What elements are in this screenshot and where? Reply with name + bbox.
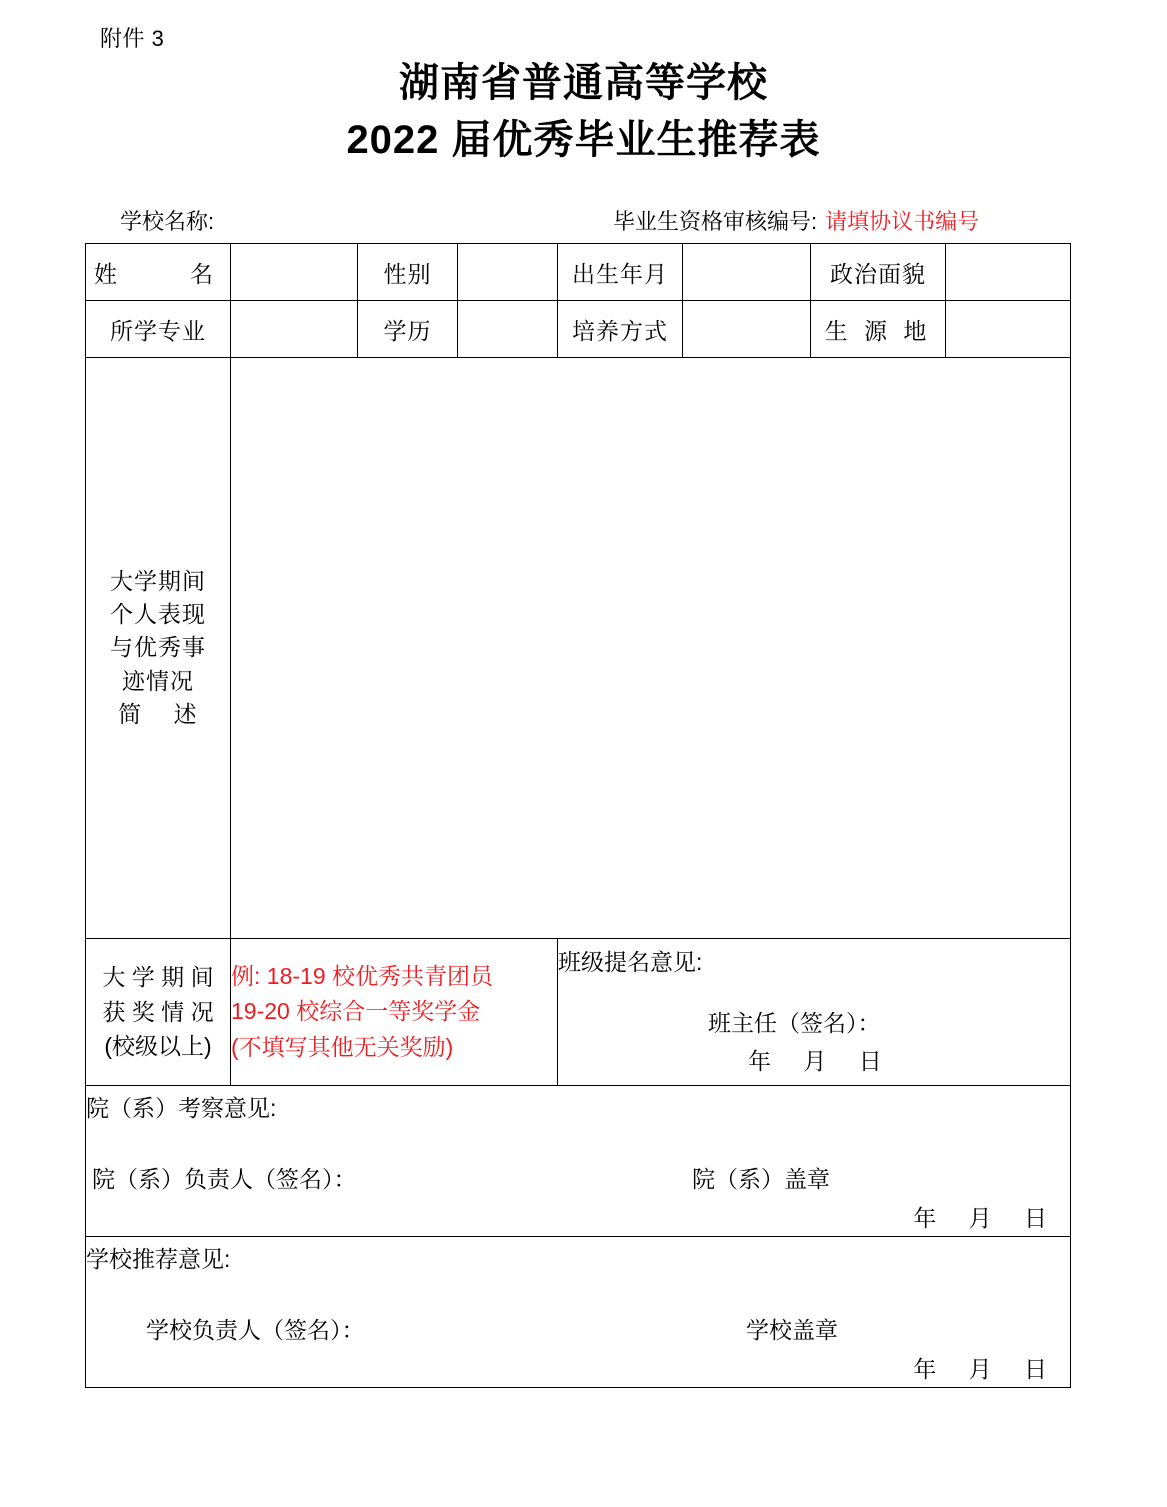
audit-number-value: 请填协议书编号 — [825, 209, 980, 234]
label-origin: 生 源 地 — [811, 301, 946, 358]
label-performance — [86, 358, 231, 939]
awards-example-line: 19-20 校综合一等奖学金 — [231, 998, 481, 1025]
table-row — [86, 244, 1071, 301]
field-name[interactable] — [231, 244, 358, 301]
label-performance-line: 简 述 — [118, 701, 198, 728]
audit-number-label: 毕业生资格审核编号: — [613, 209, 818, 234]
label-birth: 出生年月 — [558, 244, 683, 301]
school-opinion-date[interactable]: 年 月 日 — [913, 1355, 1048, 1382]
awards-example-line: 例: 18-19 校优秀共青团员 — [231, 962, 493, 989]
school-opinion[interactable] — [86, 1237, 1071, 1388]
awards-example-line: (不填写其他无关奖励) — [231, 1033, 454, 1060]
title-line-2: 2022 届优秀毕业生推荐表 — [346, 117, 821, 162]
table-row-performance — [86, 358, 1071, 939]
table-row-awards — [86, 939, 1071, 1086]
field-awards-example[interactable] — [231, 939, 558, 1086]
label-political-status: 政治面貌 — [811, 244, 946, 301]
field-gender[interactable] — [458, 244, 558, 301]
attachment-label: 附件 3 — [100, 26, 165, 51]
field-major[interactable] — [231, 301, 358, 358]
document-title — [0, 55, 1167, 169]
label-name: 姓 名 — [86, 244, 231, 301]
department-signature-row — [86, 1161, 1070, 1194]
class-opinion-date[interactable]: 年 月 日 — [748, 1048, 883, 1075]
school-opinion-title: 学校推荐意见: — [86, 1245, 231, 1272]
department-stamp-label: 院（系）盖章 — [692, 1165, 830, 1192]
label-awards-line: 大 学 期 间 — [102, 964, 214, 991]
label-performance-line: 迹情况 — [122, 667, 194, 694]
field-education[interactable] — [458, 301, 558, 358]
label-awards — [86, 939, 231, 1086]
department-opinion-title: 院（系）考察意见: — [86, 1094, 277, 1121]
table-row-school — [86, 1237, 1071, 1388]
class-teacher-signature[interactable]: 班主任（签名）： — [708, 1009, 881, 1036]
department-opinion-date[interactable]: 年 月 日 — [913, 1204, 1048, 1231]
label-training-mode: 培养方式 — [558, 301, 683, 358]
field-birth[interactable] — [683, 244, 811, 301]
department-opinion[interactable] — [86, 1086, 1071, 1237]
label-performance-line: 与优秀事 — [110, 634, 206, 661]
meta-row — [85, 205, 1070, 237]
class-opinion-title: 班级提名意见: — [558, 949, 703, 976]
department-head-signature[interactable]: 院（系）负责人（签名）： — [92, 1165, 357, 1192]
field-training-mode[interactable] — [683, 301, 811, 358]
audit-number — [613, 205, 979, 236]
field-performance[interactable] — [231, 358, 1071, 939]
label-performance-line: 大学期间 — [110, 567, 206, 594]
field-origin[interactable] — [946, 301, 1071, 358]
label-awards-line: 获 奖 情 况 — [102, 998, 214, 1025]
recommendation-form-table — [85, 243, 1071, 1388]
table-row — [86, 301, 1071, 358]
label-performance-line: 个人表现 — [110, 600, 206, 627]
label-major: 所学专业 — [86, 301, 231, 358]
school-head-signature[interactable]: 学校负责人（签名）： — [146, 1316, 365, 1343]
table-row-department — [86, 1086, 1071, 1237]
title-line-1: 湖南省普通高等学校 — [399, 61, 768, 105]
label-education: 学历 — [358, 301, 458, 358]
school-stamp-label: 学校盖章 — [746, 1316, 838, 1343]
class-nomination-opinion[interactable] — [558, 939, 1071, 1086]
school-name-label: 学校名称: — [120, 209, 215, 234]
label-gender: 性别 — [358, 244, 458, 301]
school-signature-row — [86, 1312, 1070, 1345]
label-awards-line: (校级以上) — [104, 1033, 212, 1060]
field-political-status[interactable] — [946, 244, 1071, 301]
